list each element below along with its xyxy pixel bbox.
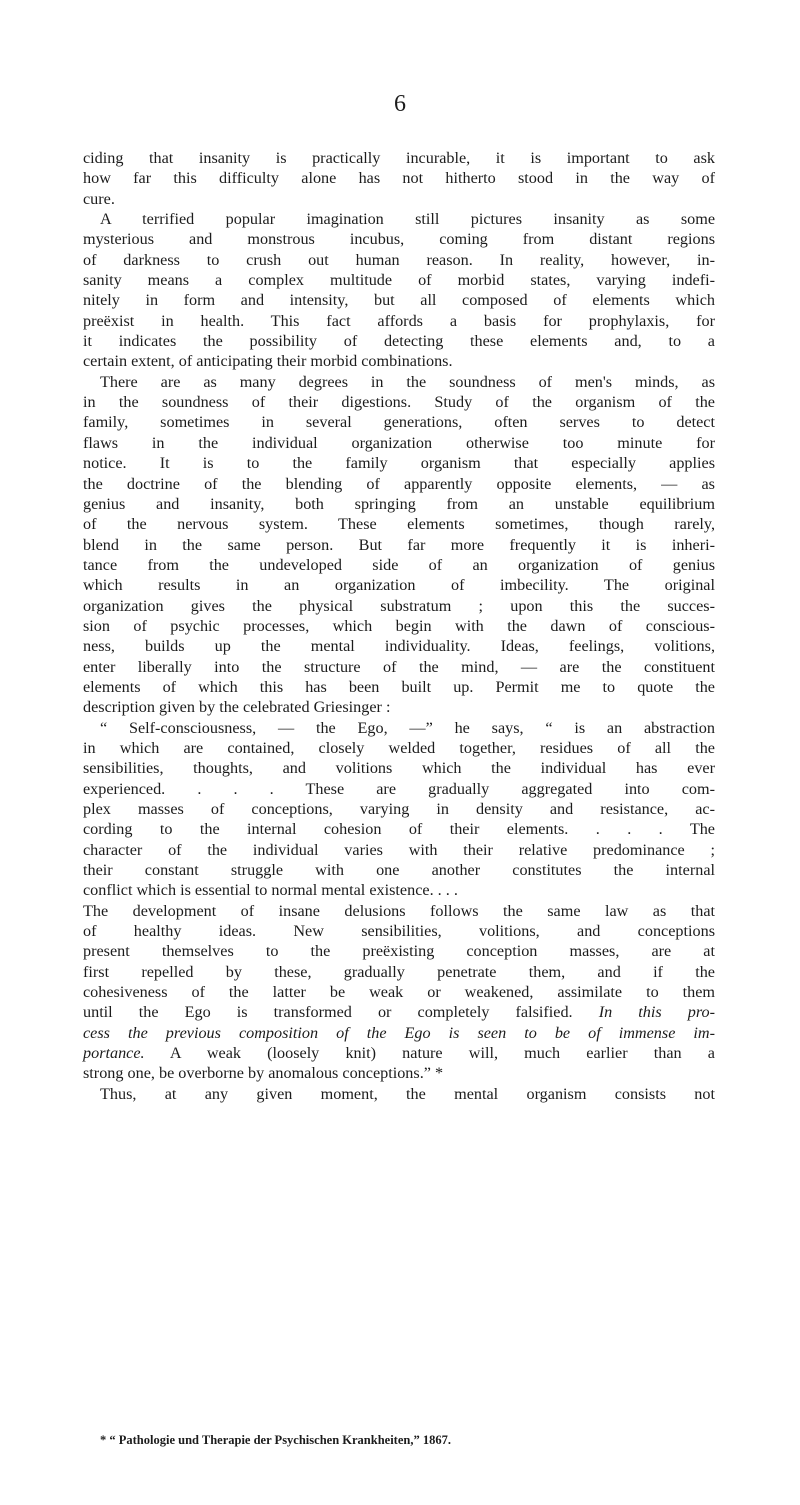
text-line [83, 799, 715, 819]
line-text: preëxist in health. This fact affords a basis for prophylaxis, for [83, 311, 715, 330]
line-text: of darkness to crush out human reason. In reality, however, in- [83, 250, 715, 269]
line-text: conflict which is essential to normal mental existence. . . . [83, 881, 458, 900]
italic-text: In this pro- [598, 1003, 715, 1022]
line-text: The development of insane delusions follows the same law as that [83, 901, 715, 920]
line-text: in the soundness of their digestions. Study of the organism of the [83, 393, 715, 412]
text-line [83, 1023, 715, 1043]
text-line [83, 1002, 715, 1022]
footnote: * “ Pathologie und Therapie der Psychischen Krankheiten,” 1867. [100, 1433, 451, 1447]
text-line [83, 697, 715, 717]
line-text: Thus, at any given moment, the mental organism consists not [100, 1084, 715, 1103]
text-line [83, 331, 715, 351]
line-text: the doctrine of the blending of apparently opposite elements, — as [83, 474, 715, 493]
line-text: of the nervous system. These elements sometimes, though rarely, [83, 515, 715, 534]
text-line [83, 270, 715, 290]
text-line [83, 474, 715, 494]
text-line [83, 433, 715, 453]
text-line [83, 189, 715, 209]
line-text: which results in an organization of imbecility. The original [83, 576, 715, 595]
line-text: until the Ego is transformed or completely falsified. [83, 1003, 573, 1022]
text-line [83, 738, 715, 758]
line-text: ness, builds up the mental individuality. Ideas, feelings, volitions, [83, 637, 715, 656]
text-line [83, 860, 715, 880]
line-text: cohesiveness of the latter be weak or weakened, assimilate to them [83, 983, 715, 1002]
text-line [83, 392, 715, 412]
line-text: first repelled by these, gradually penetrate them, and if the [83, 962, 715, 981]
text-line [83, 982, 715, 1002]
line-text: nitely in form and intensity, but all composed of elements which [83, 291, 715, 310]
text-line [83, 636, 715, 656]
line-text: A terrified popular imagination still pictures insanity as some [100, 210, 715, 229]
text-line [83, 1043, 715, 1063]
line-text: flaws in the individual organization otherwise too minute for [83, 433, 715, 452]
text-line [83, 555, 715, 575]
text-line [83, 372, 715, 392]
line-text: tance from the undeveloped side of an organization of genius [83, 555, 715, 574]
line-text: mysterious and monstrous incubus, coming from distant regions [83, 230, 715, 249]
line-text: sensibilities, thoughts, and volitions which the individual has ever [83, 759, 715, 778]
text-line [83, 535, 715, 555]
line-text: in which are contained, closely welded together, residues of all the [83, 738, 715, 757]
body-text [83, 148, 715, 1104]
line-text: A weak (loosely knit) nature will, much earlier than a [169, 1044, 715, 1063]
text-line [83, 311, 715, 331]
text-line [83, 758, 715, 778]
text-line [83, 1084, 715, 1104]
line-text: sion of psychic processes, which begin with the dawn of conscious- [83, 616, 715, 635]
text-line [83, 718, 715, 738]
text-line [83, 453, 715, 473]
line-text: enter liberally into the structure of the mind, — are the constituent [83, 657, 715, 676]
text-line [83, 1063, 715, 1083]
line-text: how far this difficulty alone has not hitherto stood in the way of [83, 169, 715, 188]
text-line [83, 819, 715, 839]
text-line [83, 840, 715, 860]
line-text: strong one, be overborne by anomalous conceptions.” * [83, 1064, 444, 1083]
text-line [83, 779, 715, 799]
line-text: elements of which this has been built up. Permit me to quote the [83, 677, 715, 696]
italic-text: cess the previous composition of the Ego is seen to be of immense im- [83, 1023, 715, 1042]
text-line [83, 616, 715, 636]
text-line [83, 250, 715, 270]
line-text: plex masses of conceptions, varying in density and resistance, ac- [83, 800, 715, 818]
line-text: experienced. . . . These are gradually aggregated into com- [83, 779, 715, 798]
line-text: cure. [83, 189, 115, 208]
italic-text: portance. [83, 1044, 145, 1063]
text-line [83, 351, 715, 371]
page-number: 6 [394, 91, 406, 117]
line-text: genius and insanity, both springing from an unstable equilibrium [83, 494, 715, 513]
line-text: organization gives the physical substratum ; upon this the succes- [83, 596, 715, 615]
line-text: notice. It is to the family organism that especially applies [83, 454, 715, 473]
text-line [83, 168, 715, 188]
line-text: description given by the celebrated Griesinger : [83, 698, 391, 717]
text-line [83, 229, 715, 249]
text-line [83, 290, 715, 310]
line-text: “ Self-consciousness, — the Ego, —” he says, “ is an abstraction [100, 718, 715, 737]
text-line [83, 657, 715, 677]
text-line [83, 901, 715, 921]
line-text: character of the individual varies with their relative predominance ; [83, 840, 715, 859]
line-text: present themselves to the preëxisting conception masses, are at [83, 942, 715, 961]
line-text: cording to the internal cohesion of their elements. . . . The [83, 820, 715, 839]
line-text: of healthy ideas. New sensibilities, volitions, and conceptions [83, 922, 715, 941]
line-text: blend in the same person. But far more frequently it is inheri- [83, 535, 715, 554]
line-text: ciding that insanity is practically incurable, it is important to ask [83, 149, 715, 167]
text-line [83, 148, 715, 168]
text-line [83, 209, 715, 229]
text-line [83, 596, 715, 616]
text-line [83, 921, 715, 941]
text-line [83, 494, 715, 514]
text-line [83, 412, 715, 432]
text-line [83, 880, 715, 900]
text-line [83, 514, 715, 534]
line-text: certain extent, of anticipating their morbid combinations. [83, 352, 453, 371]
line-text: it indicates the possibility of detecting these elements and, to a [83, 332, 715, 351]
line-text: There are as many degrees in the soundness of men's minds, as [100, 372, 715, 391]
line-text: sanity means a complex multitude of morbid states, varying indefi- [83, 271, 715, 290]
text-line [83, 941, 715, 961]
text-line [83, 575, 715, 595]
line-text: their constant struggle with one another constitutes the internal [83, 861, 715, 880]
line-text: family, sometimes in several generations, often serves to detect [83, 413, 715, 432]
text-line [83, 677, 715, 697]
text-line [83, 962, 715, 982]
